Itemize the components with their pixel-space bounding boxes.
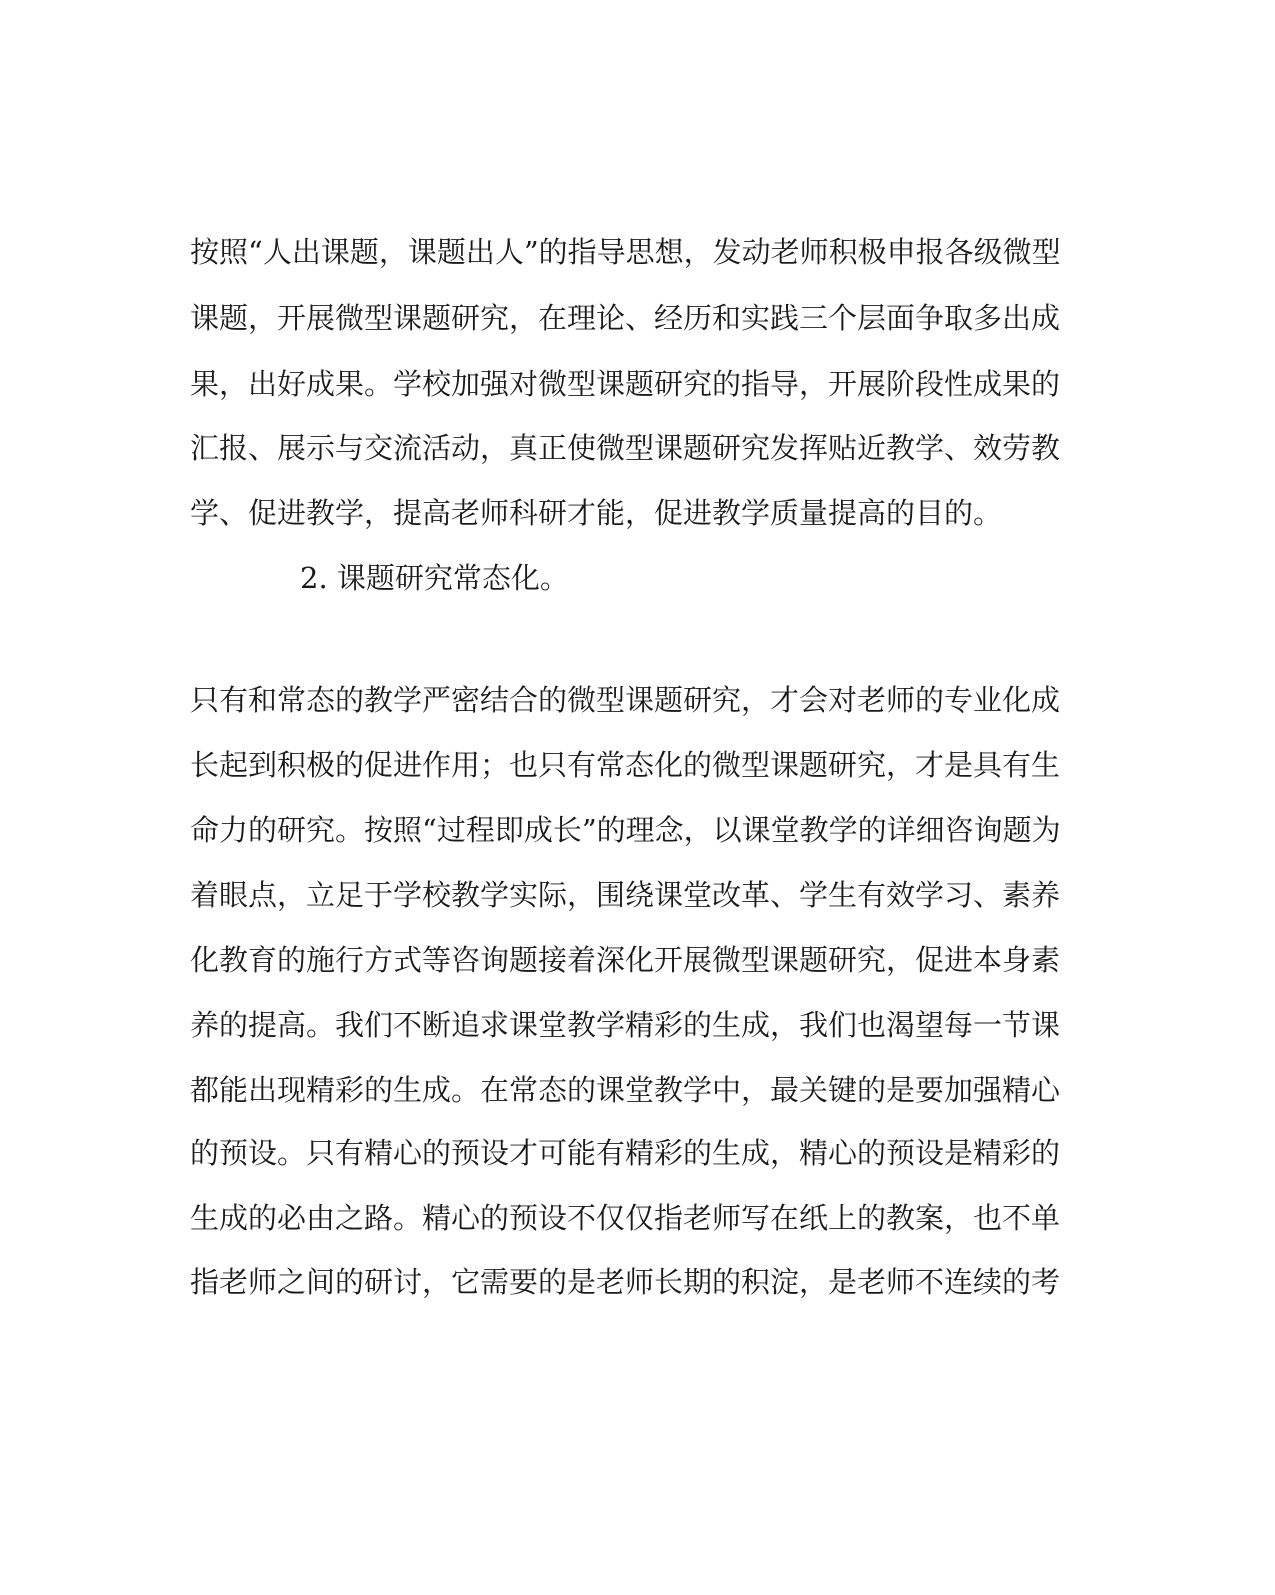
paragraph-2-line: 着眼点，立足于学校教学实际，围绕课堂改革、学生有效学习、素养 — [190, 878, 1061, 912]
paragraph-2-line: 长起到积极的促进作用；也只有常态化的微型课题研究，才是具有生 — [190, 748, 1061, 782]
paragraph-1-line: 汇报、展示与交流活动，真正使微型课题研究发挥贴近教学、效劳教 — [190, 431, 1061, 465]
paragraph-1-line: 按照“人出课题，课题出人”的指导思想，发动老师积极申报各级微型 — [190, 235, 1061, 269]
paragraph-2-line: 指老师之间的研讨，它需要的是老师长期的积淀，是老师不连续的考 — [190, 1265, 1061, 1299]
section-heading: 2. 课题研究常态化。 — [300, 561, 569, 595]
paragraph-1-line: 课题，开展微型课题研究，在理论、经历和实践三个层面争取多出成 — [190, 301, 1061, 335]
paragraph-1-line: 果，出好成果。学校加强对微型课题研究的指导，开展阶段性成果的 — [190, 367, 1061, 401]
paragraph-2-line: 只有和常态的教学严密结合的微型课题研究，才会对老师的专业化成 — [190, 683, 1061, 717]
paragraph-2-line: 都能出现精彩的生成。在常态的课堂教学中，最关键的是要加强精心 — [190, 1073, 1061, 1107]
paragraph-2-line: 命力的研究。按照“过程即成长”的理念，以课堂教学的详细咨询题为 — [190, 813, 1061, 847]
paragraph-2-line: 化教育的施行方式等咨询题接着深化开展微型课题研究，促进本身素 — [190, 943, 1061, 977]
paragraph-2-line: 的预设。只有精心的预设才可能有精彩的生成，精心的预设是精彩的 — [190, 1136, 1061, 1170]
paragraph-2-line: 养的提高。我们不断追求课堂教学精彩的生成，我们也渴望每一节课 — [190, 1008, 1061, 1042]
paragraph-2-line: 生成的必由之路。精心的预设不仅仅指老师写在纸上的教案，也不单 — [190, 1201, 1061, 1235]
paragraph-1-line: 学、促进教学，提高老师科研才能，促进教学质量提高的目的。 — [190, 496, 1003, 530]
